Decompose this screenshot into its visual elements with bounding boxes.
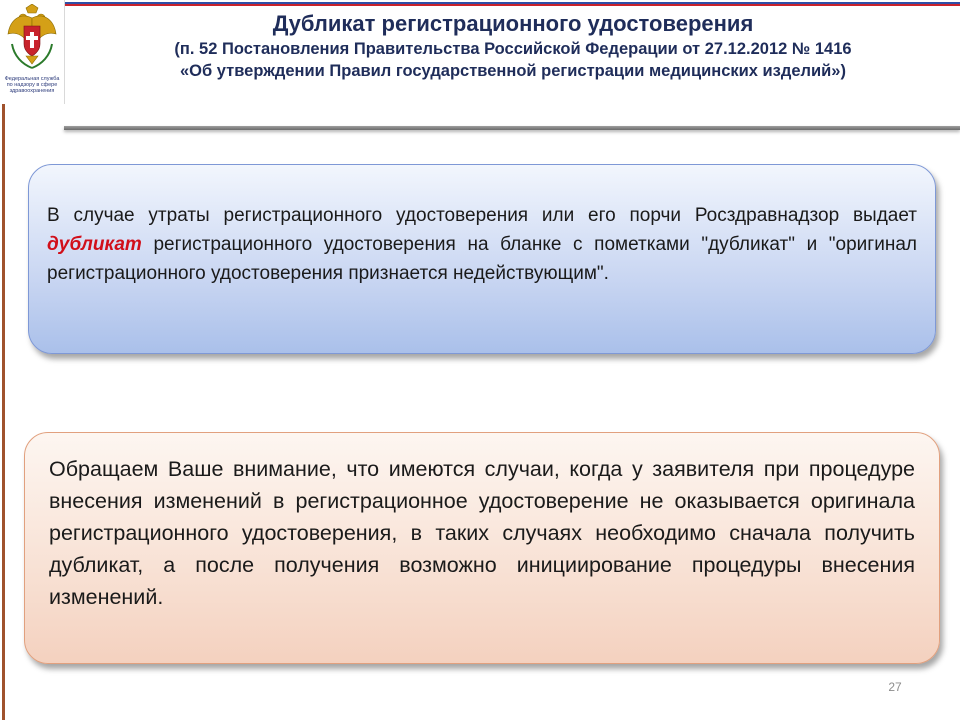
agency-logo <box>0 0 65 104</box>
title-block <box>66 10 960 82</box>
slide-header <box>0 0 960 130</box>
attention-callout <box>24 432 940 664</box>
header-divider <box>64 126 960 130</box>
agency-caption <box>0 76 64 94</box>
duplicate-info-text-end: регистрационного удостоверения на бланке с пометками "дубликат" и "оригинал регистрационного удостоверения признается недействующим". <box>47 234 917 284</box>
duplicate-highlight: дубликат <box>47 234 142 255</box>
agency-caption-line: Федеральная служба <box>4 76 60 82</box>
attention-text: Обращаем Ваше внимание, что имеются случаи, когда у заявителя при процедуре внесения изменений в регистрационное удостоверение не оказывается оригинала регистрационного удостоверения, в таких случаях необходимо сначала получить дубликат, а после получения возможно инициирование процедуры внесения изменений. <box>49 457 915 609</box>
slide-subtitle-line-1: (п. 52 Постановления Правительства Российской Федерации от 27.12.2012 № 1416 <box>174 40 852 58</box>
agency-caption-line: здравоохранения <box>9 88 55 94</box>
agency-caption-line: по надзору в сфере <box>6 82 58 88</box>
flag-stripe <box>64 0 960 6</box>
duplicate-info-text-start: В случае утраты регистрационного удостоверения или его порчи Росздравнадзор выдает <box>47 205 917 226</box>
page-number: 27 <box>888 680 902 694</box>
slide-subtitle-line-2: «Об утверждении Правил государственной регистрации медицинских изделий») <box>180 62 846 80</box>
double-headed-eagle-icon <box>6 4 58 74</box>
left-accent-rule <box>2 104 5 720</box>
slide-title: Дубликат регистрационного удостоверения <box>272 11 754 36</box>
duplicate-info-callout <box>28 164 936 354</box>
duplicate-info-text <box>47 201 917 288</box>
